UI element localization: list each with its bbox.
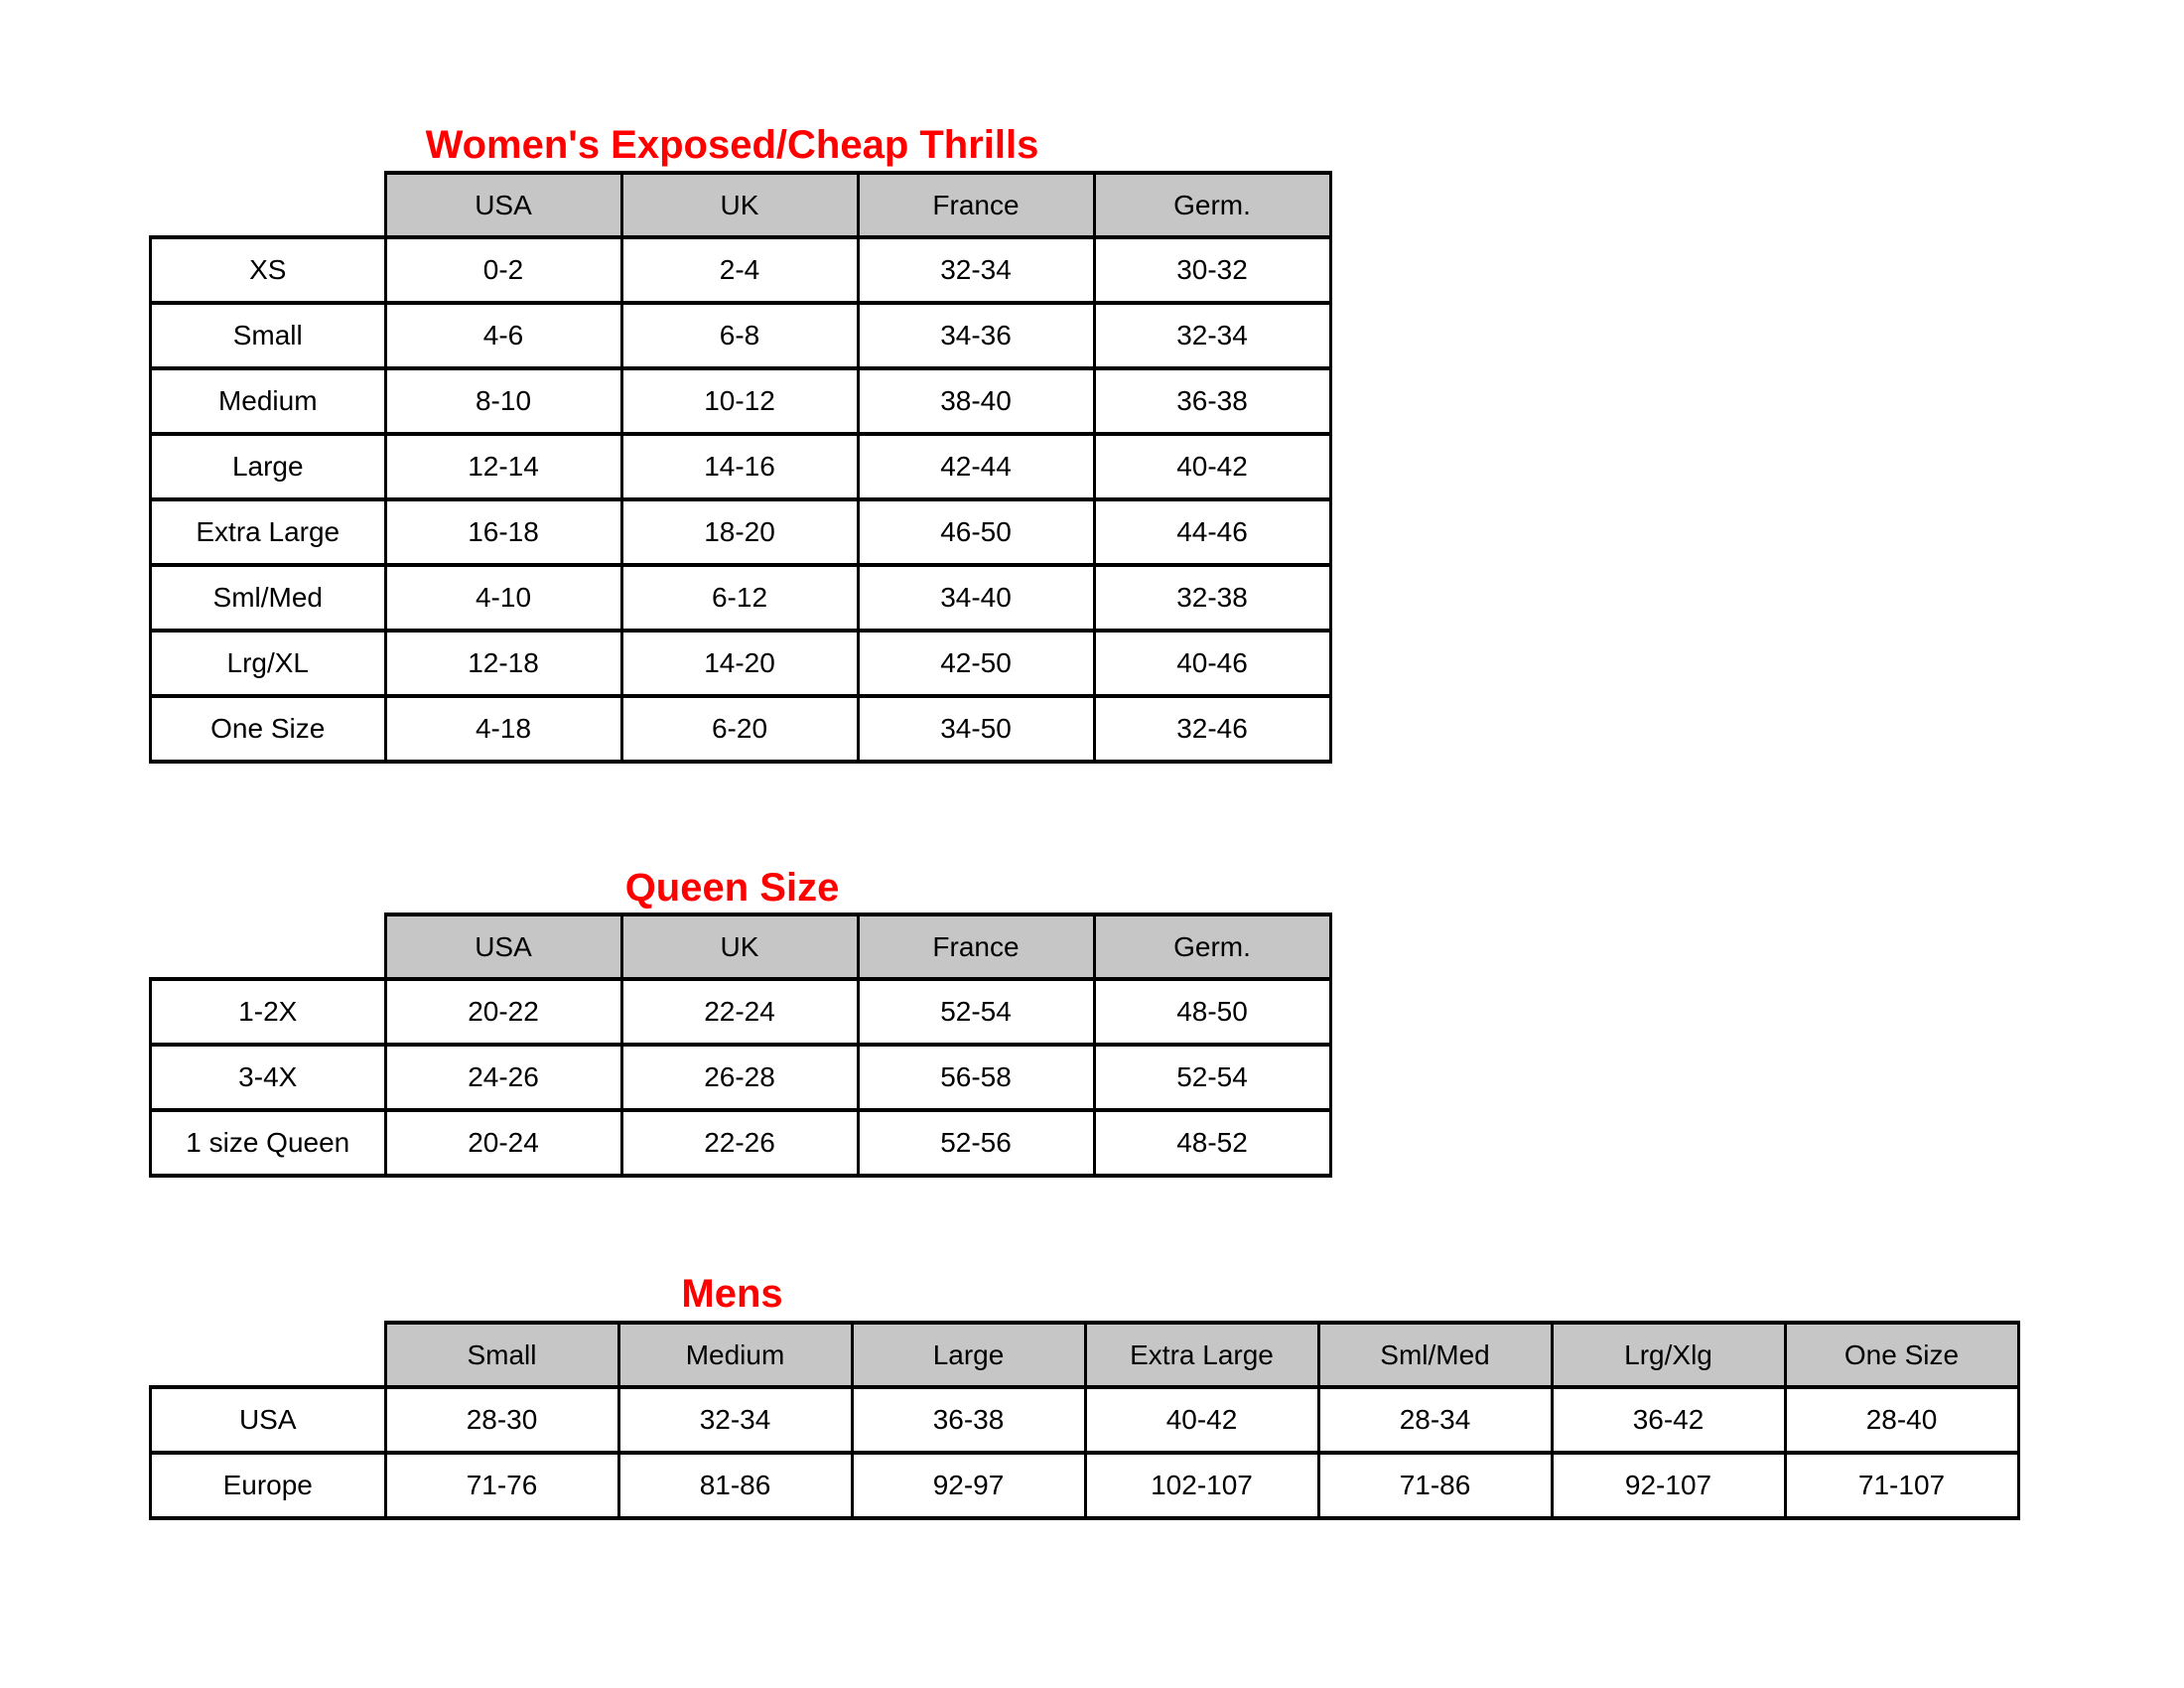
data-cell: 32-34 bbox=[1094, 303, 1330, 368]
column-header: Germ. bbox=[1094, 173, 1330, 237]
data-cell: 42-44 bbox=[858, 434, 1094, 499]
data-cell: 28-34 bbox=[1318, 1387, 1552, 1453]
data-cell: 34-36 bbox=[858, 303, 1094, 368]
table-row bbox=[151, 565, 1331, 631]
header-row bbox=[151, 1323, 2019, 1387]
data-cell: 48-50 bbox=[1094, 979, 1330, 1045]
row-label: USA bbox=[151, 1387, 386, 1453]
data-cell: 71-86 bbox=[1318, 1453, 1552, 1518]
column-header: France bbox=[858, 173, 1094, 237]
row-label: Small bbox=[151, 303, 386, 368]
data-cell: 34-50 bbox=[858, 696, 1094, 762]
row-label: Extra Large bbox=[151, 499, 386, 565]
data-cell: 32-38 bbox=[1094, 565, 1330, 631]
row-label: Medium bbox=[151, 368, 386, 434]
column-header: Medium bbox=[618, 1323, 852, 1387]
data-cell: 28-40 bbox=[1785, 1387, 2018, 1453]
data-cell: 40-42 bbox=[1085, 1387, 1318, 1453]
data-cell: 92-97 bbox=[852, 1453, 1085, 1518]
data-cell: 71-107 bbox=[1785, 1453, 2018, 1518]
table-row bbox=[151, 1110, 1331, 1176]
queen-table-title: Queen Size bbox=[624, 866, 840, 910]
table-row bbox=[151, 237, 1331, 303]
column-header: USA bbox=[385, 914, 621, 979]
data-cell: 42-50 bbox=[858, 631, 1094, 696]
data-cell: 32-34 bbox=[618, 1387, 852, 1453]
column-header: Sml/Med bbox=[1318, 1323, 1552, 1387]
data-cell: 52-56 bbox=[858, 1110, 1094, 1176]
row-label: One Size bbox=[151, 696, 386, 762]
data-cell: 14-16 bbox=[621, 434, 858, 499]
data-cell: 20-22 bbox=[385, 979, 621, 1045]
data-cell: 4-10 bbox=[385, 565, 621, 631]
data-cell: 6-12 bbox=[621, 565, 858, 631]
data-cell: 22-24 bbox=[621, 979, 858, 1045]
table-row bbox=[151, 368, 1331, 434]
corner-spacer bbox=[151, 173, 386, 237]
data-cell: 24-26 bbox=[385, 1045, 621, 1110]
womens-table-title: Women's Exposed/Cheap Thrills bbox=[425, 123, 1039, 167]
row-label: Sml/Med bbox=[151, 565, 386, 631]
row-label: Europe bbox=[151, 1453, 386, 1518]
column-header: Small bbox=[385, 1323, 618, 1387]
data-cell: 48-52 bbox=[1094, 1110, 1330, 1176]
data-cell: 52-54 bbox=[858, 979, 1094, 1045]
row-label: Lrg/XL bbox=[151, 631, 386, 696]
data-cell: 81-86 bbox=[618, 1453, 852, 1518]
mens-size-table bbox=[149, 1321, 2020, 1520]
womens-size-table bbox=[149, 171, 1332, 764]
row-label: 1-2X bbox=[151, 979, 386, 1045]
data-cell: 40-46 bbox=[1094, 631, 1330, 696]
data-cell: 102-107 bbox=[1085, 1453, 1318, 1518]
column-header: UK bbox=[621, 173, 858, 237]
data-cell: 44-46 bbox=[1094, 499, 1330, 565]
row-label: 3-4X bbox=[151, 1045, 386, 1110]
data-cell: 18-20 bbox=[621, 499, 858, 565]
data-cell: 36-38 bbox=[1094, 368, 1330, 434]
row-label: XS bbox=[151, 237, 386, 303]
table-row bbox=[151, 434, 1331, 499]
data-cell: 16-18 bbox=[385, 499, 621, 565]
data-cell: 71-76 bbox=[385, 1453, 618, 1518]
data-cell: 4-6 bbox=[385, 303, 621, 368]
data-cell: 10-12 bbox=[621, 368, 858, 434]
data-cell: 6-8 bbox=[621, 303, 858, 368]
mens-table-title: Mens bbox=[681, 1272, 783, 1316]
column-header: UK bbox=[621, 914, 858, 979]
data-cell: 30-32 bbox=[1094, 237, 1330, 303]
table-row bbox=[151, 696, 1331, 762]
data-cell: 12-14 bbox=[385, 434, 621, 499]
column-header: Germ. bbox=[1094, 914, 1330, 979]
table-row bbox=[151, 1453, 2019, 1518]
table-row bbox=[151, 631, 1331, 696]
data-cell: 4-18 bbox=[385, 696, 621, 762]
data-cell: 8-10 bbox=[385, 368, 621, 434]
row-label: Large bbox=[151, 434, 386, 499]
column-header: France bbox=[858, 914, 1094, 979]
data-cell: 22-26 bbox=[621, 1110, 858, 1176]
header-row bbox=[151, 914, 1331, 979]
data-cell: 14-20 bbox=[621, 631, 858, 696]
data-cell: 20-24 bbox=[385, 1110, 621, 1176]
column-header: Extra Large bbox=[1085, 1323, 1318, 1387]
data-cell: 92-107 bbox=[1552, 1453, 1785, 1518]
data-cell: 36-38 bbox=[852, 1387, 1085, 1453]
header-row bbox=[151, 173, 1331, 237]
data-cell: 46-50 bbox=[858, 499, 1094, 565]
table-row bbox=[151, 979, 1331, 1045]
column-header: USA bbox=[385, 173, 621, 237]
table-row bbox=[151, 499, 1331, 565]
data-cell: 34-40 bbox=[858, 565, 1094, 631]
data-cell: 28-30 bbox=[385, 1387, 618, 1453]
corner-spacer bbox=[151, 1323, 386, 1387]
data-cell: 32-46 bbox=[1094, 696, 1330, 762]
data-cell: 52-54 bbox=[1094, 1045, 1330, 1110]
row-label: 1 size Queen bbox=[151, 1110, 386, 1176]
data-cell: 2-4 bbox=[621, 237, 858, 303]
data-cell: 36-42 bbox=[1552, 1387, 1785, 1453]
data-cell: 56-58 bbox=[858, 1045, 1094, 1110]
column-header: Large bbox=[852, 1323, 1085, 1387]
queen-size-table bbox=[149, 913, 1332, 1178]
data-cell: 26-28 bbox=[621, 1045, 858, 1110]
table-row bbox=[151, 1387, 2019, 1453]
data-cell: 40-42 bbox=[1094, 434, 1330, 499]
column-header: One Size bbox=[1785, 1323, 2018, 1387]
table-row bbox=[151, 303, 1331, 368]
corner-spacer bbox=[151, 914, 386, 979]
table-row bbox=[151, 1045, 1331, 1110]
data-cell: 38-40 bbox=[858, 368, 1094, 434]
data-cell: 32-34 bbox=[858, 237, 1094, 303]
data-cell: 6-20 bbox=[621, 696, 858, 762]
column-header: Lrg/Xlg bbox=[1552, 1323, 1785, 1387]
data-cell: 12-18 bbox=[385, 631, 621, 696]
data-cell: 0-2 bbox=[385, 237, 621, 303]
